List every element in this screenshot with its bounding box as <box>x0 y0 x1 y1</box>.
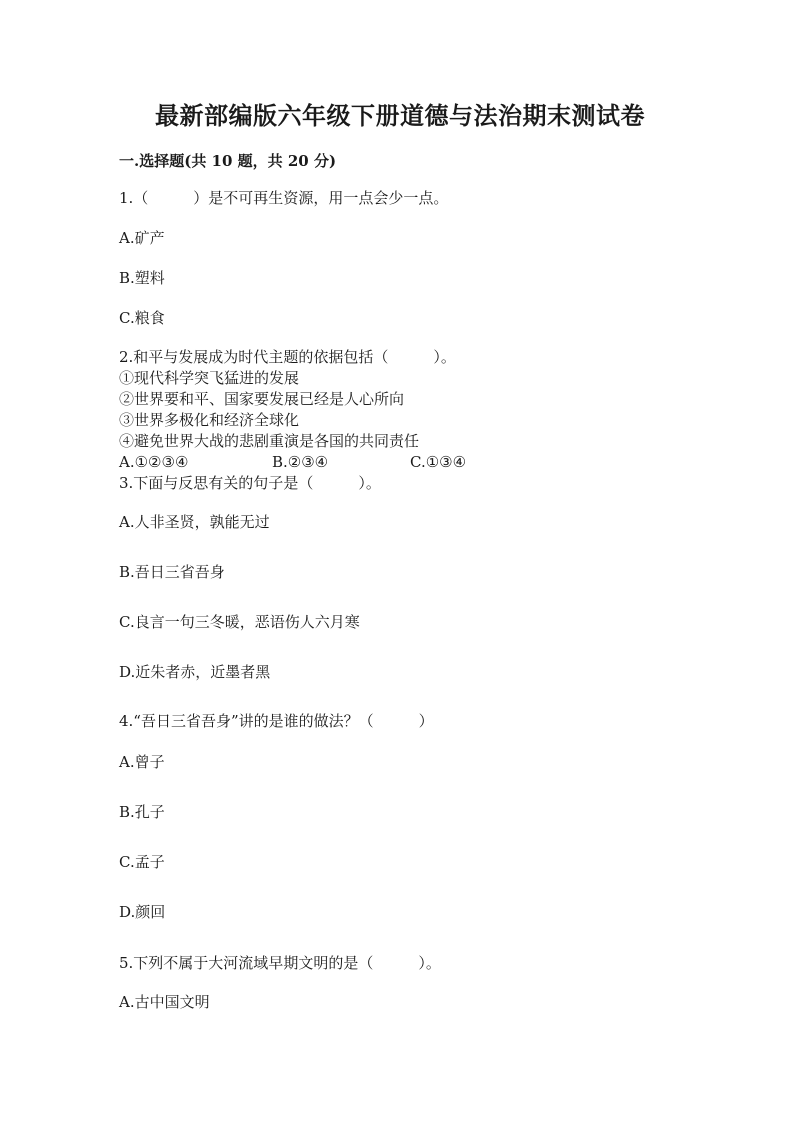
question-1-stem: 1.（ ）是不可再生资源，用一点会少一点。 <box>119 189 449 207</box>
question-4-option-c: C.孟子 <box>119 853 165 871</box>
question-3-option-a: A.人非圣贤，孰能无过 <box>119 513 270 531</box>
question-2-statement-3: ③世界多极化和经济全球化 <box>119 411 300 429</box>
question-3-stem: 3.下面与反思有关的句子是（ ）。 <box>119 474 381 492</box>
question-2-option-b: B.②③④ <box>272 453 329 471</box>
section-heading: 一.选择题(共 10 题，共 20 分) <box>119 152 337 170</box>
question-4-option-d: D.颜回 <box>119 903 166 921</box>
question-4-option-b: B.孔子 <box>119 803 165 821</box>
question-5-stem: 5.下列不属于大河流域早期文明的是（ ）。 <box>119 954 441 972</box>
question-3-option-b: B.吾日三省吾身 <box>119 563 225 581</box>
question-3-option-c: C.良言一句三冬暖，恶语伤人六月寒 <box>119 613 360 631</box>
question-3-option-d: D.近朱者赤，近墨者黑 <box>119 663 271 681</box>
exam-title: 最新部编版六年级下册道德与法治期末测试卷 <box>155 101 645 130</box>
question-4-option-a: A.曾子 <box>119 753 165 771</box>
question-1-option-b: B.塑料 <box>119 269 165 287</box>
question-2-statement-1: ①现代科学突飞猛进的发展 <box>119 369 300 387</box>
question-2-option-a: A.①②③④ <box>119 453 189 471</box>
question-2-option-c: C.①③④ <box>410 453 467 471</box>
question-1-option-c: C.粮食 <box>119 309 165 327</box>
question-5-option-a: A.古中国文明 <box>119 993 210 1011</box>
question-4-stem: 4.“吾日三省吾身”讲的是谁的做法？（ ） <box>119 712 434 730</box>
question-2-stem: 2.和平与发展成为时代主题的依据包括（ ）。 <box>119 348 456 366</box>
question-1-option-a: A.矿产 <box>119 229 165 247</box>
question-2-statement-4: ④避免世界大战的悲剧重演是各国的共同责任 <box>119 432 420 450</box>
question-2-statement-2: ②世界要和平、国家要发展已经是人心所向 <box>119 390 405 408</box>
question-2-options-row <box>119 452 679 472</box>
